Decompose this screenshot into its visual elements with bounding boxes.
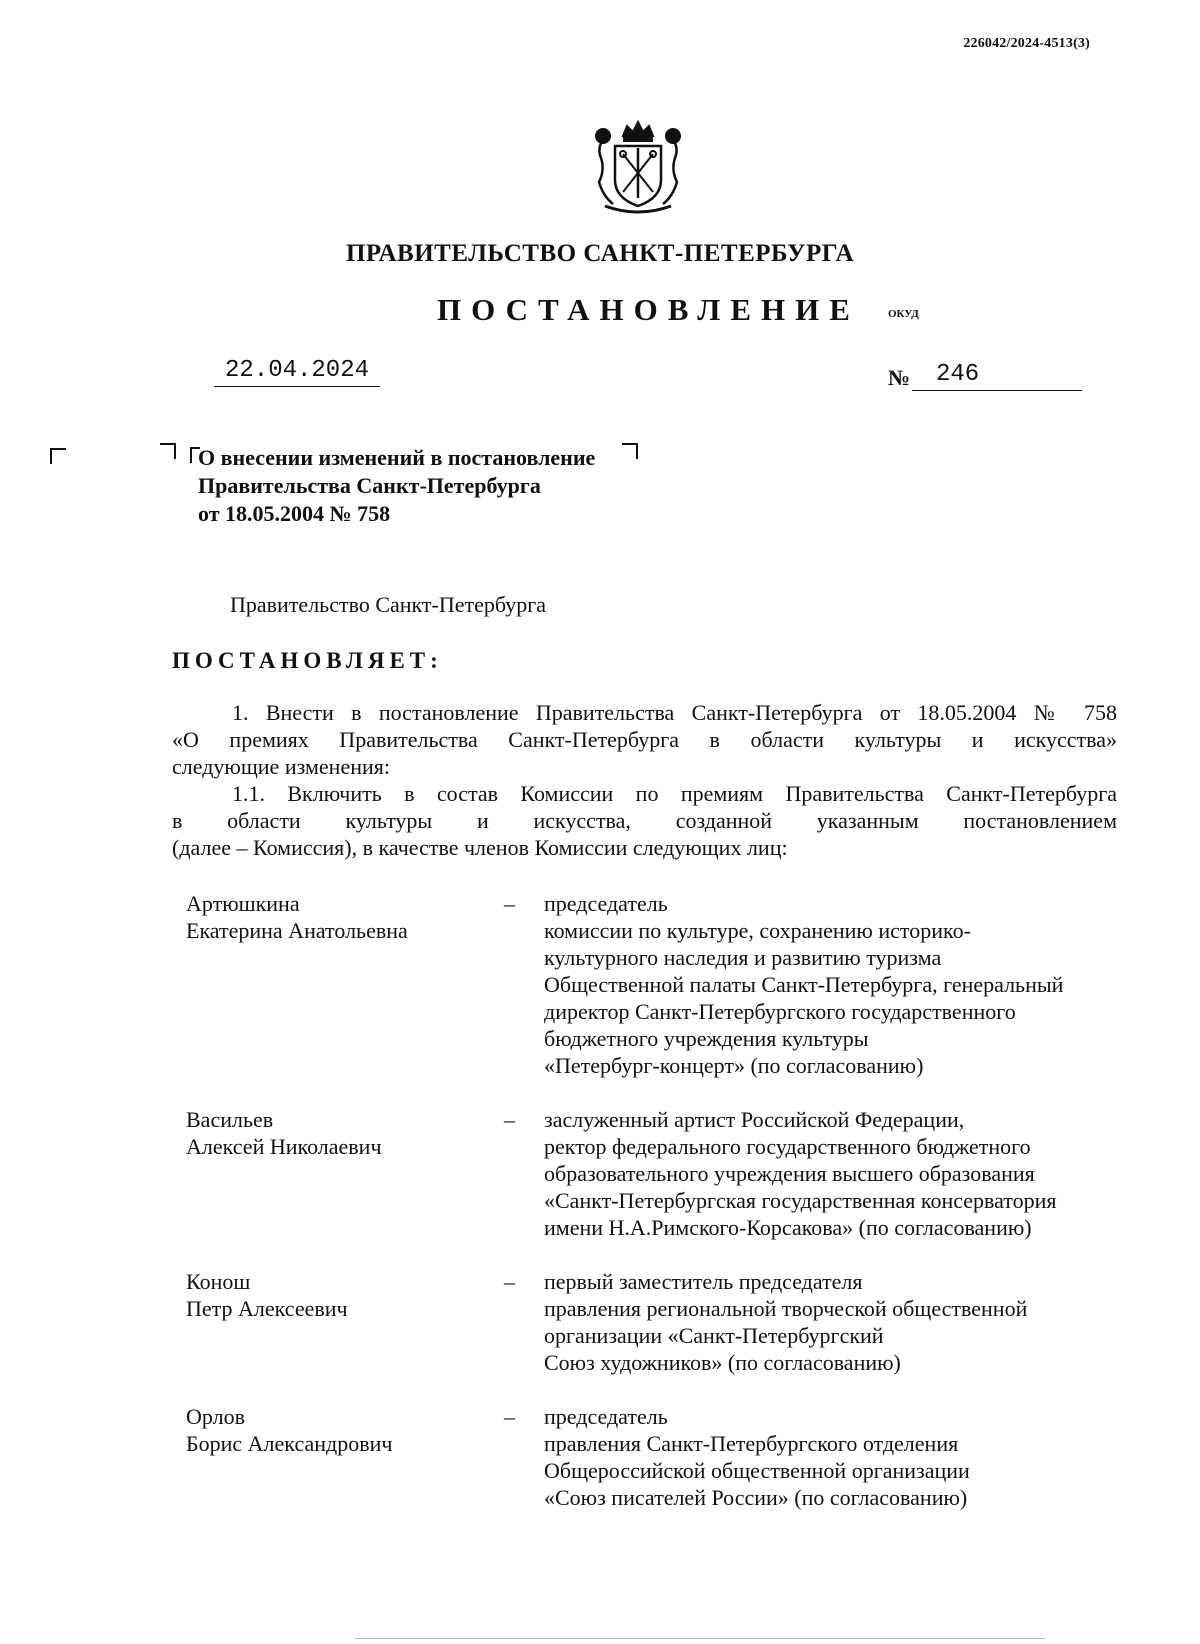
desc-line: бюджетного учреждения культуры — [544, 1026, 869, 1051]
preamble: Правительство Санкт-Петербурга — [230, 592, 547, 617]
desc-line: заслуженный артист Российской Федерации, — [544, 1107, 965, 1132]
member-given-names: Екатерина Анатольевна — [186, 918, 408, 943]
desc-line: комиссии по культуре, сохранению историко- — [544, 918, 971, 943]
clause-line: в области культуры и искусства, созданной указанным постановлением — [172, 808, 1117, 833]
corner-mark-left — [50, 448, 66, 464]
document-type: ПОСТАНОВЛЕНИЕ — [437, 292, 860, 327]
clause-line: «О премиях Правительства Санкт-Петербурга в области культуры и искусства» — [172, 727, 1117, 752]
member-surname: Орлов — [186, 1404, 245, 1429]
member-given-names: Алексей Николаевич — [186, 1134, 382, 1159]
dash: – — [504, 1107, 515, 1132]
desc-line: Союз художников» (по согласованию) — [544, 1350, 901, 1375]
desc-line: имени Н.А.Римского-Корсакова» (по согласованию) — [544, 1215, 1032, 1240]
clause-line: 1. Внести в постановление Правительства Санкт-Петербурга от 18.05.2004 № 758 — [232, 700, 1117, 725]
desc-line: первый заместитель председателя — [544, 1269, 863, 1294]
desc-line: директор Санкт-Петербургского государственного — [544, 999, 1016, 1024]
desc-line: председатель — [544, 891, 668, 916]
desc-line: правления Санкт-Петербургского отделения — [544, 1431, 959, 1456]
desc-line: организации «Санкт-Петербургский — [544, 1323, 884, 1348]
member-surname: Артюшкина — [186, 891, 300, 916]
desc-line: Общероссийской общественной организации — [544, 1458, 970, 1483]
clause-line: (далее – Комиссия), в качестве членов Комиссии следующих лиц: — [172, 835, 788, 860]
desc-line: Общественной палаты Санкт-Петербурга, генеральный — [544, 972, 1064, 997]
government-title: ПРАВИТЕЛЬСТВО САНКТ-ПЕТЕРБУРГА — [345, 240, 855, 267]
document-number: 246 — [912, 361, 1082, 391]
subject-line: от 18.05.2004 № 758 — [198, 501, 391, 526]
document-subject — [198, 444, 595, 528]
member-surname: Васильев — [186, 1107, 274, 1132]
clause-line: 1.1. Включить в состав Комиссии по премиям Правительства Санкт-Петербурга — [232, 781, 1117, 806]
corner-mark-subject-right — [622, 443, 638, 459]
clause-line: следующие изменения: — [172, 754, 390, 779]
desc-line: ректор федерального государственного бюджетного — [544, 1134, 1031, 1159]
document-date: 22.04.2024 — [214, 357, 380, 387]
okud-label: ОКУД — [888, 308, 919, 320]
member-description — [544, 1403, 1124, 1511]
page-bottom-line — [355, 1638, 1045, 1639]
subject-line: О внесении изменений в постановление — [198, 445, 596, 470]
corner-mark-subject-left — [160, 443, 176, 459]
subject-line: Правительства Санкт-Петербурга — [198, 473, 541, 498]
desc-line: «Петербург-концерт» (по согласованию) — [544, 1053, 924, 1078]
st-petersburg-coat-of-arms-icon — [583, 118, 693, 218]
desc-line: «Союз писателей России» (по согласованию) — [544, 1485, 968, 1510]
desc-line: культурного наследия и развитию туризма — [544, 945, 942, 970]
clause-1 — [172, 699, 1117, 780]
dash: – — [504, 891, 515, 916]
desc-line: образовательного учреждения высшего образования — [544, 1161, 1035, 1186]
dash: – — [504, 1404, 515, 1429]
member-description — [544, 890, 1124, 1079]
desc-line: правления региональной творческой общественной — [544, 1296, 1028, 1321]
clause-1-1 — [172, 780, 1117, 861]
dash: – — [504, 1269, 515, 1294]
member-surname: Конош — [186, 1269, 251, 1294]
member-description — [544, 1268, 1124, 1376]
desc-line: председатель — [544, 1404, 668, 1429]
member-given-names: Петр Алексеевич — [186, 1296, 348, 1321]
decree-word: ПОСТАНОВЛЯЕТ: — [172, 648, 443, 673]
number-sign: № — [888, 365, 911, 390]
member-description — [544, 1106, 1124, 1241]
member-given-names: Борис Александрович — [186, 1431, 393, 1456]
registration-number: 226042/2024-4513(3) — [963, 36, 1090, 51]
desc-line: «Санкт-Петербургская государственная консерватория — [544, 1188, 1057, 1213]
